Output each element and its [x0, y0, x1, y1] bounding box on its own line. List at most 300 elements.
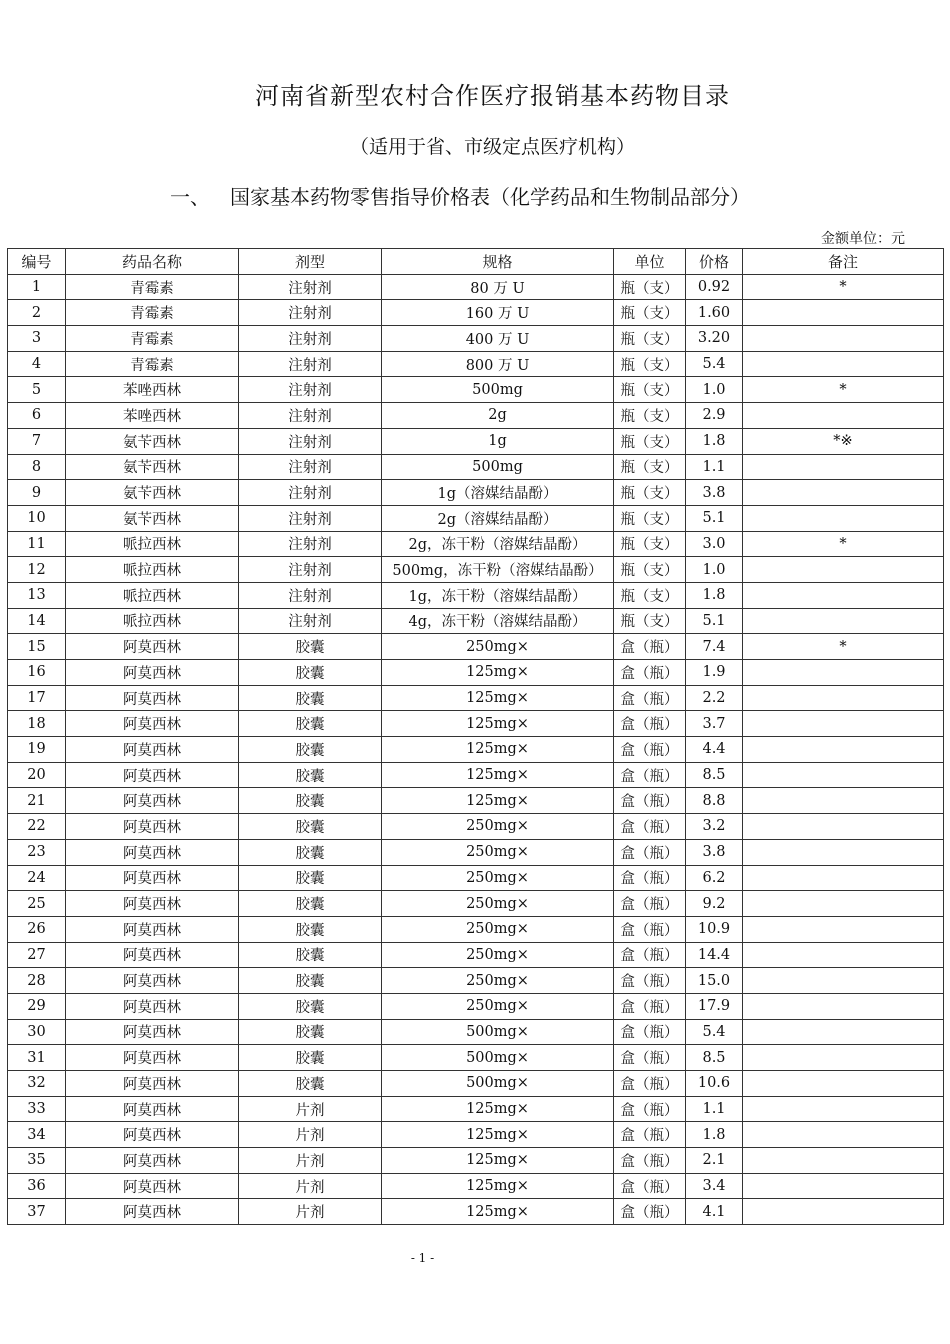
cell-unit: 瓶（支） — [614, 582, 686, 608]
cell-remarks — [743, 1071, 944, 1097]
cell-remarks — [743, 968, 944, 994]
cell-price: 4.4 — [686, 737, 743, 763]
cell-drug-name: 哌拉西林 — [66, 608, 239, 634]
cell-price: 9.2 — [686, 891, 743, 917]
table-row — [8, 788, 944, 814]
table-row — [8, 685, 944, 711]
cell-remarks — [743, 993, 944, 1019]
header-drug-name: 药品名称 — [66, 249, 239, 275]
cell-specification: 800 万 U — [382, 351, 614, 377]
cell-price: 15.0 — [686, 968, 743, 994]
cell-number: 7 — [8, 428, 66, 454]
header-unit: 单位 — [614, 249, 686, 275]
table-row — [8, 737, 944, 763]
cell-unit: 盒（瓶） — [614, 1199, 686, 1225]
cell-specification: 125mg× — [382, 1096, 614, 1122]
cell-unit: 瓶（支） — [614, 531, 686, 557]
cell-unit: 盒（瓶） — [614, 711, 686, 737]
cell-unit: 盒（瓶） — [614, 993, 686, 1019]
table-row — [8, 942, 944, 968]
cell-number: 28 — [8, 968, 66, 994]
table-row — [8, 968, 944, 994]
cell-drug-name: 阿莫西林 — [66, 968, 239, 994]
cell-dosage-form: 注射剂 — [239, 454, 382, 480]
cell-specification: 250mg× — [382, 891, 614, 917]
cell-unit: 盒（瓶） — [614, 634, 686, 660]
cell-dosage-form: 胶囊 — [239, 839, 382, 865]
cell-specification: 125mg× — [382, 1122, 614, 1148]
table-row — [8, 1096, 944, 1122]
cell-number: 27 — [8, 942, 66, 968]
cell-price: 8.5 — [686, 762, 743, 788]
cell-remarks — [743, 557, 944, 583]
cell-unit: 瓶（支） — [614, 274, 686, 300]
cell-price: 10.6 — [686, 1071, 743, 1097]
table-row — [8, 814, 944, 840]
cell-price: 3.8 — [686, 480, 743, 506]
cell-price: 1.0 — [686, 377, 743, 403]
cell-price: 17.9 — [686, 993, 743, 1019]
cell-dosage-form: 胶囊 — [239, 711, 382, 737]
cell-price: 3.0 — [686, 531, 743, 557]
cell-price: 1.0 — [686, 557, 743, 583]
table-row — [8, 1199, 944, 1225]
cell-number: 6 — [8, 403, 66, 429]
cell-number: 36 — [8, 1173, 66, 1199]
table-row — [8, 916, 944, 942]
cell-price: 2.2 — [686, 685, 743, 711]
cell-number: 8 — [8, 454, 66, 480]
table-row — [8, 454, 944, 480]
cell-specification: 2g，冻干粉（溶媒结晶酚） — [382, 531, 614, 557]
cell-specification: 4g，冻干粉（溶媒结晶酚） — [382, 608, 614, 634]
cell-price: 7.4 — [686, 634, 743, 660]
table-row — [8, 660, 944, 686]
cell-drug-name: 阿莫西林 — [66, 685, 239, 711]
cell-drug-name: 阿莫西林 — [66, 1096, 239, 1122]
cell-price: 10.9 — [686, 916, 743, 942]
cell-remarks — [743, 1173, 944, 1199]
cell-drug-name: 氨苄西林 — [66, 505, 239, 531]
table-row — [8, 634, 944, 660]
cell-dosage-form: 胶囊 — [239, 891, 382, 917]
cell-drug-name: 阿莫西林 — [66, 1071, 239, 1097]
cell-dosage-form: 胶囊 — [239, 865, 382, 891]
cell-remarks — [743, 1096, 944, 1122]
cell-dosage-form: 注射剂 — [239, 428, 382, 454]
cell-drug-name: 阿莫西林 — [66, 1019, 239, 1045]
cell-drug-name: 氨苄西林 — [66, 428, 239, 454]
cell-specification: 1g — [382, 428, 614, 454]
cell-price: 5.1 — [686, 608, 743, 634]
cell-remarks — [743, 1019, 944, 1045]
table-row — [8, 608, 944, 634]
cell-unit: 盒（瓶） — [614, 891, 686, 917]
cell-price: 8.5 — [686, 1045, 743, 1071]
header-price: 价格 — [686, 249, 743, 275]
table-row — [8, 1071, 944, 1097]
cell-price: 3.7 — [686, 711, 743, 737]
cell-price: 5.4 — [686, 351, 743, 377]
cell-dosage-form: 注射剂 — [239, 300, 382, 326]
cell-unit: 瓶（支） — [614, 300, 686, 326]
cell-remarks — [743, 1045, 944, 1071]
cell-price: 1.1 — [686, 454, 743, 480]
cell-drug-name: 阿莫西林 — [66, 1199, 239, 1225]
cell-number: 32 — [8, 1071, 66, 1097]
cell-remarks — [743, 685, 944, 711]
cell-specification: 125mg× — [382, 1148, 614, 1174]
cell-price: 3.20 — [686, 326, 743, 352]
section-title: 国家基本药物零售指导价格表（化学药品和生物制品部分） — [230, 185, 750, 209]
cell-dosage-form: 胶囊 — [239, 685, 382, 711]
cell-price: 3.4 — [686, 1173, 743, 1199]
page-number: - 1 - — [410, 1251, 435, 1265]
cell-number: 22 — [8, 814, 66, 840]
cell-number: 10 — [8, 505, 66, 531]
cell-specification: 2g（溶媒结晶酚） — [382, 505, 614, 531]
cell-dosage-form: 胶囊 — [239, 660, 382, 686]
cell-drug-name: 哌拉西林 — [66, 531, 239, 557]
cell-price: 1.8 — [686, 428, 743, 454]
header-number: 编号 — [8, 249, 66, 275]
cell-number: 20 — [8, 762, 66, 788]
cell-remarks: * — [743, 531, 944, 557]
table-row — [8, 557, 944, 583]
cell-remarks — [743, 788, 944, 814]
cell-unit: 盒（瓶） — [614, 942, 686, 968]
cell-number: 11 — [8, 531, 66, 557]
table-row — [8, 300, 944, 326]
cell-drug-name: 阿莫西林 — [66, 788, 239, 814]
cell-specification: 125mg× — [382, 788, 614, 814]
cell-unit: 盒（瓶） — [614, 1173, 686, 1199]
cell-specification: 250mg× — [382, 814, 614, 840]
cell-dosage-form: 注射剂 — [239, 403, 382, 429]
cell-drug-name: 阿莫西林 — [66, 1045, 239, 1071]
cell-specification: 125mg× — [382, 1199, 614, 1225]
cell-dosage-form: 注射剂 — [239, 505, 382, 531]
cell-specification: 1g（溶媒结晶酚） — [382, 480, 614, 506]
table-row — [8, 891, 944, 917]
cell-number: 9 — [8, 480, 66, 506]
cell-price: 6.2 — [686, 865, 743, 891]
cell-remarks — [743, 454, 944, 480]
cell-number: 18 — [8, 711, 66, 737]
cell-remarks — [743, 942, 944, 968]
cell-dosage-form: 胶囊 — [239, 993, 382, 1019]
cell-number: 26 — [8, 916, 66, 942]
cell-number: 24 — [8, 865, 66, 891]
cell-dosage-form: 胶囊 — [239, 1019, 382, 1045]
cell-specification: 500mg，冻干粉（溶媒结晶酚） — [382, 557, 614, 583]
cell-remarks — [743, 608, 944, 634]
cell-price: 1.1 — [686, 1096, 743, 1122]
cell-number: 16 — [8, 660, 66, 686]
cell-dosage-form: 胶囊 — [239, 916, 382, 942]
cell-dosage-form: 胶囊 — [239, 1045, 382, 1071]
table-header-row — [8, 249, 944, 275]
cell-drug-name: 哌拉西林 — [66, 557, 239, 583]
cell-number: 23 — [8, 839, 66, 865]
cell-unit: 盒（瓶） — [614, 762, 686, 788]
cell-dosage-form: 注射剂 — [239, 608, 382, 634]
cell-unit: 盒（瓶） — [614, 839, 686, 865]
cell-drug-name: 阿莫西林 — [66, 634, 239, 660]
cell-price: 1.9 — [686, 660, 743, 686]
cell-specification: 250mg× — [382, 993, 614, 1019]
cell-remarks: * — [743, 377, 944, 403]
cell-number: 1 — [8, 274, 66, 300]
cell-dosage-form: 片剂 — [239, 1148, 382, 1174]
cell-price: 2.9 — [686, 403, 743, 429]
cell-remarks — [743, 891, 944, 917]
cell-number: 2 — [8, 300, 66, 326]
cell-number: 12 — [8, 557, 66, 583]
cell-unit: 盒（瓶） — [614, 968, 686, 994]
cell-number: 19 — [8, 737, 66, 763]
table-row — [8, 839, 944, 865]
cell-drug-name: 阿莫西林 — [66, 916, 239, 942]
cell-remarks — [743, 1148, 944, 1174]
cell-remarks — [743, 1199, 944, 1225]
cell-remarks — [743, 582, 944, 608]
cell-unit: 瓶（支） — [614, 505, 686, 531]
cell-dosage-form: 胶囊 — [239, 788, 382, 814]
cell-remarks — [743, 839, 944, 865]
cell-dosage-form: 胶囊 — [239, 1071, 382, 1097]
cell-price: 1.60 — [686, 300, 743, 326]
cell-unit: 瓶（支） — [614, 351, 686, 377]
header-specification: 规格 — [382, 249, 614, 275]
cell-specification: 250mg× — [382, 942, 614, 968]
cell-number: 17 — [8, 685, 66, 711]
cell-dosage-form: 胶囊 — [239, 942, 382, 968]
cell-price: 0.92 — [686, 274, 743, 300]
cell-dosage-form: 胶囊 — [239, 634, 382, 660]
cell-drug-name: 阿莫西林 — [66, 1148, 239, 1174]
cell-dosage-form: 片剂 — [239, 1096, 382, 1122]
cell-number: 37 — [8, 1199, 66, 1225]
table-row — [8, 1045, 944, 1071]
document-title: 河南省新型农村合作医疗报销基本药物目录 — [255, 82, 730, 110]
cell-dosage-form: 注射剂 — [239, 531, 382, 557]
cell-specification: 160 万 U — [382, 300, 614, 326]
cell-remarks — [743, 865, 944, 891]
table-row — [8, 326, 944, 352]
cell-remarks — [743, 814, 944, 840]
cell-number: 25 — [8, 891, 66, 917]
cell-remarks — [743, 326, 944, 352]
table-row — [8, 377, 944, 403]
cell-specification: 125mg× — [382, 685, 614, 711]
header-remarks: 备注 — [743, 249, 944, 275]
cell-unit: 盒（瓶） — [614, 1019, 686, 1045]
cell-specification: 250mg× — [382, 865, 614, 891]
cell-specification: 500mg× — [382, 1045, 614, 1071]
cell-dosage-form: 注射剂 — [239, 351, 382, 377]
cell-unit: 盒（瓶） — [614, 1096, 686, 1122]
cell-specification: 2g — [382, 403, 614, 429]
cell-drug-name: 青霉素 — [66, 351, 239, 377]
cell-unit: 盒（瓶） — [614, 1045, 686, 1071]
table-row — [8, 351, 944, 377]
section-number: 一、 — [170, 185, 210, 209]
cell-number: 29 — [8, 993, 66, 1019]
table-row — [8, 1019, 944, 1045]
cell-price: 3.8 — [686, 839, 743, 865]
cell-drug-name: 阿莫西林 — [66, 942, 239, 968]
cell-specification: 500mg× — [382, 1071, 614, 1097]
cell-drug-name: 氨苄西林 — [66, 480, 239, 506]
cell-unit: 瓶（支） — [614, 403, 686, 429]
cell-number: 5 — [8, 377, 66, 403]
cell-remarks: *※ — [743, 428, 944, 454]
cell-drug-name: 阿莫西林 — [66, 762, 239, 788]
cell-drug-name: 阿莫西林 — [66, 737, 239, 763]
cell-remarks — [743, 403, 944, 429]
cell-specification: 125mg× — [382, 660, 614, 686]
cell-specification: 1g，冻干粉（溶媒结晶酚） — [382, 582, 614, 608]
cell-unit: 盒（瓶） — [614, 737, 686, 763]
cell-dosage-form: 胶囊 — [239, 814, 382, 840]
cell-drug-name: 青霉素 — [66, 300, 239, 326]
cell-remarks: * — [743, 634, 944, 660]
cell-unit: 瓶（支） — [614, 377, 686, 403]
cell-number: 30 — [8, 1019, 66, 1045]
table-row — [8, 1148, 944, 1174]
cell-number: 35 — [8, 1148, 66, 1174]
cell-unit: 瓶（支） — [614, 428, 686, 454]
cell-price: 4.1 — [686, 1199, 743, 1225]
cell-specification: 500mg — [382, 377, 614, 403]
cell-unit: 盒（瓶） — [614, 865, 686, 891]
cell-price: 8.8 — [686, 788, 743, 814]
cell-number: 34 — [8, 1122, 66, 1148]
cell-price: 5.4 — [686, 1019, 743, 1045]
cell-drug-name: 阿莫西林 — [66, 814, 239, 840]
table-row — [8, 762, 944, 788]
cell-drug-name: 苯唑西林 — [66, 403, 239, 429]
cell-unit: 盒（瓶） — [614, 1148, 686, 1174]
cell-price: 1.8 — [686, 582, 743, 608]
drug-price-table — [7, 248, 944, 1225]
section-heading — [170, 181, 750, 210]
cell-specification: 125mg× — [382, 762, 614, 788]
cell-number: 14 — [8, 608, 66, 634]
cell-remarks — [743, 737, 944, 763]
table-row — [8, 403, 944, 429]
cell-dosage-form: 注射剂 — [239, 274, 382, 300]
cell-specification: 250mg× — [382, 634, 614, 660]
cell-specification: 400 万 U — [382, 326, 614, 352]
cell-dosage-form: 片剂 — [239, 1173, 382, 1199]
cell-unit: 盒（瓶） — [614, 916, 686, 942]
table-row — [8, 711, 944, 737]
cell-drug-name: 阿莫西林 — [66, 891, 239, 917]
cell-dosage-form: 片剂 — [239, 1199, 382, 1225]
document-subtitle: （适用于省、市级定点医疗机构） — [349, 136, 635, 158]
cell-unit: 盒（瓶） — [614, 660, 686, 686]
cell-drug-name: 苯唑西林 — [66, 377, 239, 403]
cell-specification: 125mg× — [382, 737, 614, 763]
cell-unit: 盒（瓶） — [614, 1071, 686, 1097]
table-row — [8, 582, 944, 608]
table-row — [8, 1173, 944, 1199]
cell-price: 2.1 — [686, 1148, 743, 1174]
table-row — [8, 993, 944, 1019]
cell-drug-name: 阿莫西林 — [66, 1173, 239, 1199]
cell-drug-name: 阿莫西林 — [66, 865, 239, 891]
cell-remarks — [743, 480, 944, 506]
cell-remarks: * — [743, 274, 944, 300]
cell-specification: 125mg× — [382, 711, 614, 737]
cell-unit: 瓶（支） — [614, 326, 686, 352]
cell-number: 3 — [8, 326, 66, 352]
cell-specification: 500mg — [382, 454, 614, 480]
cell-dosage-form: 注射剂 — [239, 377, 382, 403]
cell-number: 21 — [8, 788, 66, 814]
table-body — [8, 274, 944, 1224]
cell-specification: 80 万 U — [382, 274, 614, 300]
cell-drug-name: 阿莫西林 — [66, 1122, 239, 1148]
table-row — [8, 1122, 944, 1148]
cell-number: 13 — [8, 582, 66, 608]
table-row — [8, 531, 944, 557]
cell-drug-name: 青霉素 — [66, 274, 239, 300]
cell-price: 3.2 — [686, 814, 743, 840]
cell-price: 14.4 — [686, 942, 743, 968]
cell-dosage-form: 胶囊 — [239, 762, 382, 788]
cell-dosage-form: 注射剂 — [239, 326, 382, 352]
header-dosage-form: 剂型 — [239, 249, 382, 275]
cell-drug-name: 哌拉西林 — [66, 582, 239, 608]
cell-unit: 盒（瓶） — [614, 788, 686, 814]
table-row — [8, 480, 944, 506]
cell-remarks — [743, 762, 944, 788]
currency-unit-note: 金额单位：元 — [821, 231, 905, 247]
cell-remarks — [743, 1122, 944, 1148]
cell-specification: 500mg× — [382, 1019, 614, 1045]
cell-dosage-form: 胶囊 — [239, 737, 382, 763]
table-row — [8, 505, 944, 531]
cell-drug-name: 阿莫西林 — [66, 993, 239, 1019]
cell-unit: 盒（瓶） — [614, 1122, 686, 1148]
cell-dosage-form: 胶囊 — [239, 968, 382, 994]
cell-unit: 盒（瓶） — [614, 814, 686, 840]
table-row — [8, 274, 944, 300]
cell-number: 4 — [8, 351, 66, 377]
cell-unit: 瓶（支） — [614, 608, 686, 634]
cell-remarks — [743, 300, 944, 326]
cell-number: 15 — [8, 634, 66, 660]
cell-drug-name: 阿莫西林 — [66, 660, 239, 686]
cell-dosage-form: 片剂 — [239, 1122, 382, 1148]
cell-specification: 125mg× — [382, 1173, 614, 1199]
cell-dosage-form: 注射剂 — [239, 480, 382, 506]
cell-unit: 瓶（支） — [614, 557, 686, 583]
cell-drug-name: 青霉素 — [66, 326, 239, 352]
cell-dosage-form: 注射剂 — [239, 557, 382, 583]
table-row — [8, 865, 944, 891]
cell-drug-name: 阿莫西林 — [66, 839, 239, 865]
cell-remarks — [743, 505, 944, 531]
cell-unit: 瓶（支） — [614, 480, 686, 506]
cell-price: 5.1 — [686, 505, 743, 531]
cell-specification: 250mg× — [382, 968, 614, 994]
cell-number: 31 — [8, 1045, 66, 1071]
cell-remarks — [743, 660, 944, 686]
